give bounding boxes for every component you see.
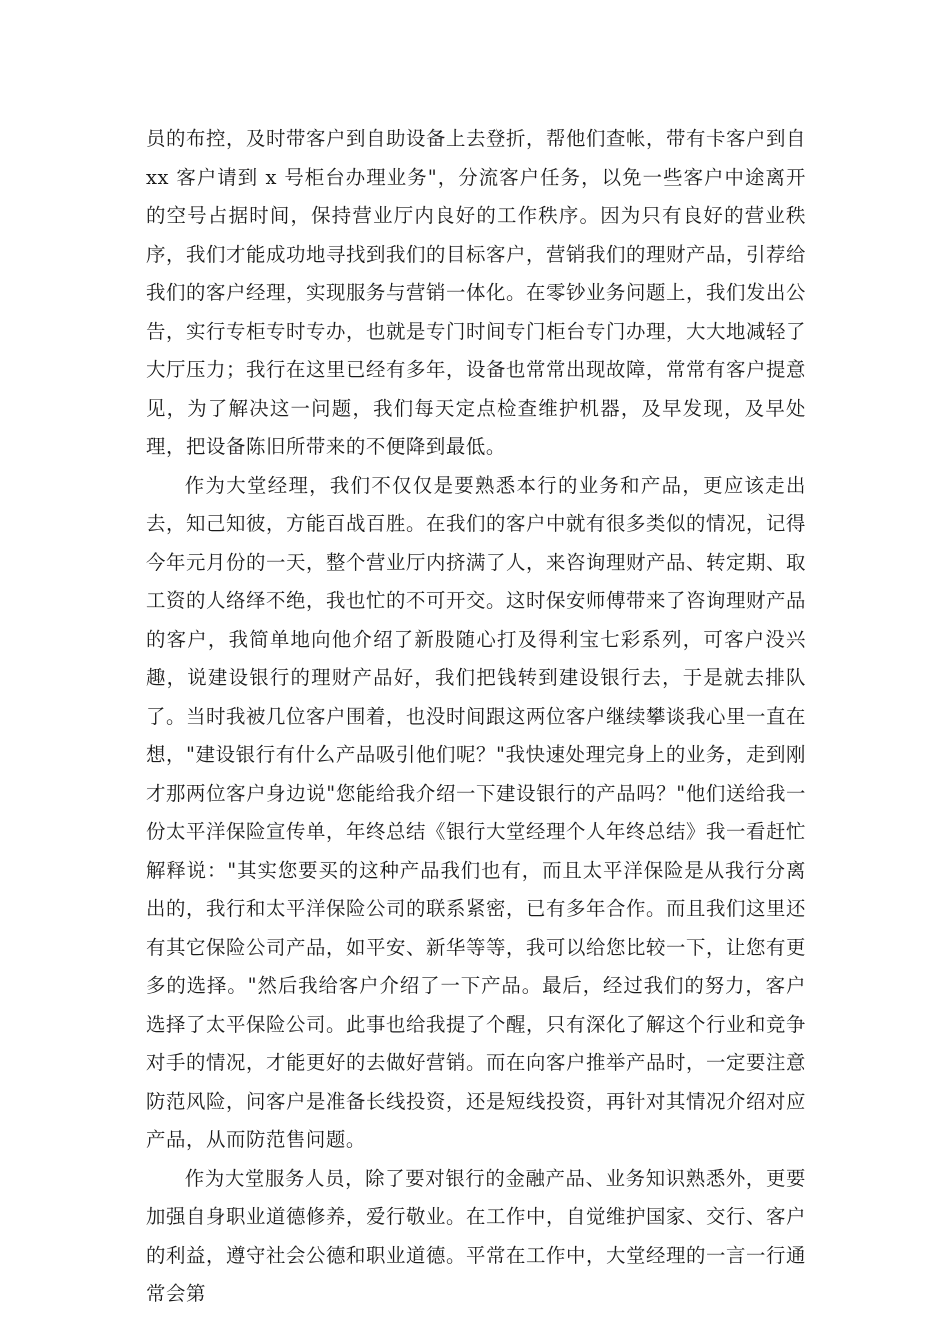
paragraph-3: 作为大堂服务人员，除了要对银行的金融产品、业务知识熟悉外，更要加强自身职业道德修养，爱行敬业。在工作中，自觉维护国家、交行、客户的利益，遵守社会公德和职业道德。平常在工作中，大堂经理的一言一行通常会第 [146, 1166, 806, 1305]
paragraph-2: 作为大堂经理，我们不仅仅是要熟悉本行的业务和产品，更应该走出去，知己知彼，方能百战百胜。在我们的客户中就有很多类似的情况，记得今年元月份的一天，整个营业厅内挤满了人，来咨询理财产品、转定期、取工资的人络绎不绝，我也忙的不可开交。这时保安师傅带来了咨询理财产品的客户，我简单地向他介绍了新股随心打及得利宝七彩系列，可客户没兴趣，说建设银行的理财产品好，我们把钱转到建设银行去，于是就去排队了。当时我被几位客户围着，也没时间跟这两位客户继续攀谈我心里一直在想，"建设银行有什么产品吸引他们呢？"我快速处理完身上的业务，走到刚才那两位客户身边说"您能给我介绍一下建设银行的产品吗？"他们送给我一份太平洋保险宣传单，年终总结《银行大堂经理个人年终总结》我一看赶忙解释说："其实您要买的这种产品我们也有，而且太平洋保险是从我行分离出的，我行和太平洋保险公司的联系紧密，已有多年合作。而且我们这里还有其它保险公司产品，如平安、新华等等，我可以给您比较一下，让您有更多的选择。"然后我给客户介绍了一下产品。最后，经过我们的努力，客户选择了太平保险公司。此事也给我提了个醒，只有深化了解这个行业和竞争对手的情况，才能更好的去做好营销。而在向客户推举产品时，一定要注意防范风险，问客户是准备长线投资，还是短线投资，再针对其情况介绍对应产品，从而防范售问题。 [146, 473, 806, 1151]
document-page [146, 120, 806, 1314]
paragraph-1: 员的布控，及时带客户到自助设备上去登折，帮他们查帐，带有卡客户到自 xx 客户请到 x 号柜台办理业务"，分流客户任务，以免一些客户中途离开的空号占据时间，保持营业厅内良好的工作秩序。因为只有良好的营业秩序，我们才能成功地寻找到我们的目标客户，营销我们的理财产品，引荐给我们的客户经理，实现服务与营销一体化。在零钞业务问题上，我们发出公告，实行专柜专时专办，也就是专门时间专门柜台专门办理，大大地减轻了大厅压力；我行在这里已经有多年，设备也常常出现故障，常常有客户提意见，为了解决这一问题，我们每天定点检查维护机器，及早发现，及早处理，把设备陈旧所带来的不便降到最低。 [146, 127, 806, 458]
